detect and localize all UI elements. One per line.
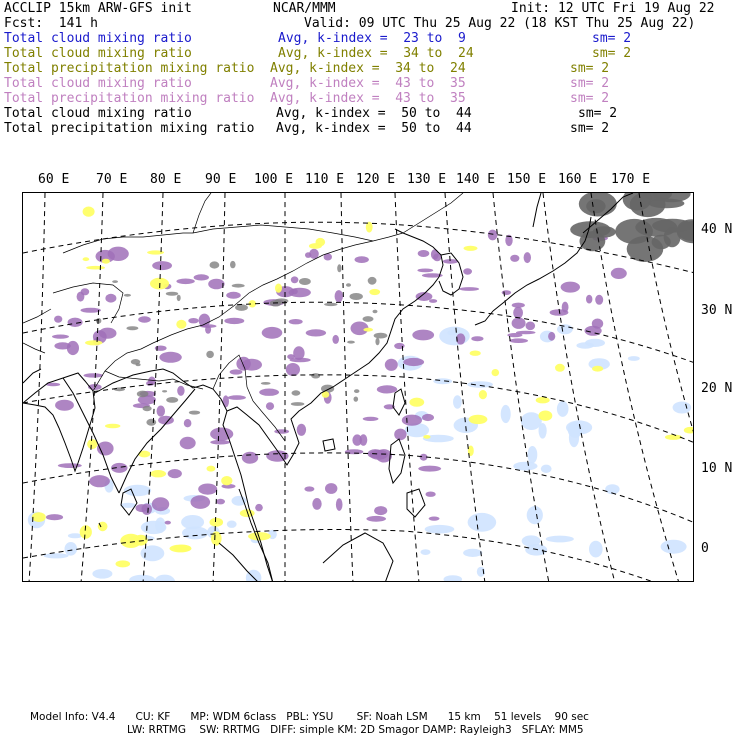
precip-purple-patch xyxy=(422,414,434,421)
cloud-dark-patch xyxy=(652,235,671,250)
precip-purple-patch xyxy=(165,521,171,525)
cloud-blue-patch xyxy=(232,496,247,506)
legend-sm-4: sm= 2 xyxy=(570,76,610,91)
precip-purple-patch xyxy=(488,230,498,241)
precip-purple-patch xyxy=(157,406,165,417)
precip-purple-patch xyxy=(105,294,116,303)
cloud-yellow-patch xyxy=(150,470,166,477)
cloud-blue-patch xyxy=(444,575,463,582)
cloud-yellow-patch xyxy=(464,246,478,251)
cloud-blue-patch xyxy=(513,462,537,471)
cloud-blue-patch xyxy=(421,549,431,555)
legend-avg-5: Avg, k-index = 43 to 35 xyxy=(270,91,466,106)
precip-purple-patch xyxy=(459,287,479,291)
precip-purple-patch xyxy=(426,492,436,497)
coastline-philippines xyxy=(389,439,425,517)
precip-purple-patch xyxy=(309,249,319,259)
precip-purple-patch xyxy=(176,279,194,285)
longitude-label: 160 E xyxy=(558,172,598,187)
cloud-yellow-patch xyxy=(469,415,488,424)
precip-purple-patch xyxy=(177,386,184,396)
cloud-gray-patch xyxy=(347,341,355,344)
cloud-yellow-patch xyxy=(275,284,282,293)
precip-purple-patch xyxy=(228,395,246,400)
legend-field-7: Total precipitation mixing ratio xyxy=(4,121,255,136)
precip-purple-patch xyxy=(524,252,531,263)
longitude-label: 140 E xyxy=(456,172,496,187)
precip-purple-patch xyxy=(355,256,369,263)
precip-purple-patch xyxy=(370,450,388,460)
cloud-gray-patch xyxy=(375,338,379,346)
cloud-yellow-patch xyxy=(369,289,380,295)
precip-purple-patch xyxy=(138,316,151,322)
precip-purple-patch xyxy=(136,504,148,512)
latitude-label: 0 xyxy=(701,541,709,556)
cloud-yellow-patch xyxy=(176,320,186,329)
cloud-gray-patch xyxy=(210,261,220,268)
coastline-borneo xyxy=(323,533,393,582)
precip-purple-patch xyxy=(417,269,433,273)
gridline-lon-140 xyxy=(493,193,549,582)
gridline-lat-10 xyxy=(23,453,694,523)
longitude-label: 90 E xyxy=(205,172,237,187)
precip-purple-patch xyxy=(374,506,387,515)
cloud-dark-patch xyxy=(570,221,610,238)
precip-purple-patch xyxy=(77,292,85,302)
cloud-gray-patch xyxy=(354,389,359,393)
cloud-blue-patch xyxy=(463,549,482,557)
precip-purple-patch xyxy=(146,381,153,386)
precip-purple-patch xyxy=(297,424,306,436)
gridline-lat-20 xyxy=(23,375,694,443)
cloud-gray-patch xyxy=(337,264,341,272)
precip-purple-patch xyxy=(191,495,211,509)
gridline-lon-150 xyxy=(543,193,615,582)
cloud-gray-patch xyxy=(350,293,363,300)
cloud-gray-patch xyxy=(166,397,178,403)
cloud-yellow-patch xyxy=(539,411,553,421)
cloud-yellow-patch xyxy=(210,518,224,527)
precip-purple-patch xyxy=(89,475,110,487)
coastline-asia xyxy=(23,373,95,471)
cloud-gray-patch xyxy=(232,284,245,288)
precip-purple-patch xyxy=(403,358,424,366)
precip-purple-patch xyxy=(54,342,70,349)
legend-sm-5: sm= 2 xyxy=(570,91,610,106)
cloud-gray-patch xyxy=(143,406,152,411)
precip-purple-patch xyxy=(429,517,440,521)
cloud-gray-patch xyxy=(346,283,351,287)
center-name: NCAR/MMM xyxy=(273,1,336,16)
precip-purple-patch xyxy=(509,338,528,343)
cloud-blue-patch xyxy=(44,553,69,558)
coastline-taiwan xyxy=(393,389,405,415)
cloud-blue-patch xyxy=(439,327,470,346)
precip-purple-patch xyxy=(456,333,465,344)
legend-field-6: Total cloud mixing ratio xyxy=(4,106,192,121)
precip-purple-patch xyxy=(291,276,299,283)
precip-purple-patch xyxy=(360,434,368,446)
cloud-blue-patch xyxy=(546,536,574,543)
border-central-asia xyxy=(53,283,123,323)
legend-sm-1: sm= 2 xyxy=(592,31,632,46)
precip-purple-patch xyxy=(168,469,182,478)
cloud-gray-patch xyxy=(137,391,149,398)
cloud-yellow-patch xyxy=(492,369,500,376)
precip-purple-patch xyxy=(402,415,422,426)
cloud-yellow-patch xyxy=(173,545,191,552)
cloud-blue-patch xyxy=(557,324,573,334)
precip-purple-patch xyxy=(55,400,74,411)
precip-purple-patch xyxy=(306,329,326,336)
cloud-dark-patch xyxy=(648,199,684,209)
legend-avg-7: Avg, k-index = 50 to 44 xyxy=(276,121,472,136)
cloud-blue-patch xyxy=(453,395,462,408)
cloud-gray-patch xyxy=(299,278,311,285)
legend-avg-6: Avg, k-index = 50 to 44 xyxy=(276,106,472,121)
longitude-label: 130 E xyxy=(407,172,447,187)
cloud-gray-patch xyxy=(126,326,138,330)
gridline-lon-110 xyxy=(341,193,353,582)
cloud-blue-patch xyxy=(92,569,112,579)
valid-time: Valid: 09 UTC Thu 25 Aug 22 (18 KST Thu 25 Aug 22) xyxy=(304,16,696,31)
cloud-blue-patch xyxy=(65,542,78,556)
precip-purple-patch xyxy=(418,466,441,472)
precip-purple-patch xyxy=(586,295,592,304)
precip-purple-patch xyxy=(325,483,337,494)
cloud-blue-patch xyxy=(468,513,497,532)
cloud-blue-patch xyxy=(661,540,687,554)
cloud-blue-patch xyxy=(527,506,543,524)
precip-purple-patch xyxy=(262,327,283,339)
cloud-gray-patch xyxy=(235,304,248,311)
cloud-gray-patch xyxy=(368,277,377,285)
precip-purple-patch xyxy=(198,484,217,495)
precip-purple-patch xyxy=(159,352,181,363)
precip-purple-patch xyxy=(184,419,192,427)
precip-purple-patch xyxy=(242,452,258,464)
cloud-gray-patch xyxy=(230,261,236,268)
model-title: ACCLIP 15km ARW-GFS init xyxy=(4,1,192,16)
precip-purple-patch xyxy=(385,359,398,371)
cloud-blue-patch xyxy=(673,402,692,414)
map-canvas xyxy=(23,193,694,582)
latitude-label: 10 N xyxy=(701,461,733,476)
precip-purple-patch xyxy=(418,250,430,257)
legend-field-4: Total cloud mixing ratio xyxy=(4,76,192,91)
precip-purple-patch xyxy=(512,318,526,329)
cloud-yellow-patch xyxy=(207,466,216,472)
precip-purple-patch xyxy=(152,497,169,511)
model-info-line2: LW: RRTMG SW: RRTMG DIFF: simple KM: 2D Smagor DAMP: Rayleigh3 SFLAY: MM5 xyxy=(127,724,584,736)
border-kazakh xyxy=(63,233,193,253)
precip-purple-patch xyxy=(512,303,525,308)
legend-field-3: Total precipitation mixing ratio xyxy=(4,61,255,76)
model-info-line1: Model Info: V4.4 CU: KF MP: WDM 6class PBL: YSU SF: Noah LSM 15 km 51 levels 90 sec xyxy=(30,711,589,723)
legend-avg-4: Avg, k-index = 43 to 35 xyxy=(270,76,466,91)
precip-purple-patch xyxy=(266,402,274,410)
longitude-label: 110 E xyxy=(305,172,345,187)
precip-purple-patch xyxy=(210,428,233,441)
cloud-gray-patch xyxy=(354,397,359,402)
cloud-blue-patch xyxy=(181,515,204,529)
cloud-yellow-patch xyxy=(102,259,110,264)
precip-purple-patch xyxy=(99,328,117,339)
cloud-blue-patch xyxy=(528,446,538,463)
cloud-yellow-patch xyxy=(83,207,95,217)
cloud-yellow-patch xyxy=(86,266,105,270)
latitude-label: 20 N xyxy=(701,381,733,396)
cloud-blue-patch xyxy=(154,575,175,582)
coastline-hainan xyxy=(323,439,335,451)
cloud-blue-patch xyxy=(141,521,167,534)
cloud-blue-patch xyxy=(589,541,603,558)
cloud-gray-patch xyxy=(112,280,118,283)
cloud-blue-patch xyxy=(129,575,155,582)
precip-purple-patch xyxy=(471,336,483,341)
cloud-yellow-patch xyxy=(363,328,373,332)
cloud-blue-patch xyxy=(557,401,569,417)
cloud-yellow-patch xyxy=(309,243,322,249)
cloud-gray-patch xyxy=(373,310,378,313)
map-panel xyxy=(22,192,694,582)
precip-purple-patch xyxy=(259,389,279,396)
cloud-gray-patch xyxy=(124,294,131,297)
precip-purple-patch xyxy=(336,498,343,511)
precip-purple-patch xyxy=(377,385,397,393)
precip-purple-patch xyxy=(611,268,627,279)
cloud-gray-patch xyxy=(162,390,167,392)
precip-purple-patch xyxy=(54,316,62,323)
precip-purple-patch xyxy=(394,343,404,349)
cloud-dark-patch xyxy=(586,199,605,213)
precip-purple-patch xyxy=(226,292,241,299)
cloud-blue-patch xyxy=(425,525,455,534)
precip-purple-patch xyxy=(561,282,580,293)
cloud-gray-patch xyxy=(146,419,156,426)
coastline-arabian-sea-coast xyxy=(23,369,41,383)
precip-purple-patch xyxy=(180,437,196,449)
cloud-gray-patch xyxy=(177,295,181,301)
precip-purple-patch xyxy=(194,274,209,280)
cloud-gray-patch xyxy=(363,316,374,322)
precip-purple-patch xyxy=(152,261,172,270)
cloud-yellow-patch xyxy=(479,390,487,399)
precip-purple-patch xyxy=(291,289,297,295)
precip-purple-patch xyxy=(463,268,472,274)
cloud-gray-patch xyxy=(166,292,178,296)
cloud-yellow-patch xyxy=(592,366,603,372)
precip-purple-patch xyxy=(274,429,289,434)
precip-purple-patch xyxy=(595,295,603,305)
cloud-gray-patch xyxy=(324,303,337,306)
precip-purple-patch xyxy=(208,279,224,290)
precip-purple-patch xyxy=(312,498,321,510)
legend-field-5: Total precipitation mixing ratio xyxy=(4,91,255,106)
cloud-dark-patch xyxy=(635,218,677,237)
cloud-blue-patch xyxy=(541,465,552,473)
cloud-gray-patch xyxy=(206,351,214,358)
precip-purple-patch xyxy=(335,290,343,302)
cloud-yellow-patch xyxy=(221,476,232,485)
cloud-yellow-patch xyxy=(409,398,424,407)
cloud-blue-patch xyxy=(68,533,82,538)
coastline-sakhalin xyxy=(533,193,541,227)
border-russia-china xyxy=(403,193,463,233)
precip-purple-patch xyxy=(216,499,225,505)
cloud-yellow-patch xyxy=(536,397,550,403)
cloud-blue-patch xyxy=(141,545,165,561)
cloud-blue-patch xyxy=(569,428,579,447)
precip-purple-patch xyxy=(548,332,555,341)
precip-purple-patch xyxy=(366,516,386,522)
precip-purple-patch xyxy=(363,417,379,421)
longitude-label: 100 E xyxy=(254,172,294,187)
precip-purple-patch xyxy=(236,357,250,371)
precip-purple-patch xyxy=(526,322,536,331)
cloud-yellow-patch xyxy=(116,560,131,567)
cloud-gray-patch xyxy=(292,390,301,395)
cloud-gray-patch xyxy=(96,318,101,324)
border-mid-east xyxy=(23,309,51,353)
precip-purple-patch xyxy=(52,335,69,339)
precip-purple-patch xyxy=(97,442,114,456)
cloud-yellow-patch xyxy=(665,435,682,440)
cloud-yellow-patch xyxy=(32,512,46,522)
cloud-yellow-patch xyxy=(555,364,565,372)
precip-purple-patch xyxy=(188,318,198,323)
legend-field-2: Total cloud mixing ratio xyxy=(4,46,192,61)
legend-field-1: Total cloud mixing ratio xyxy=(4,31,192,46)
legend-sm-7: sm= 2 xyxy=(570,121,610,136)
gridline-lon-120 xyxy=(395,193,419,582)
longitude-label: 80 E xyxy=(150,172,182,187)
legend-avg-3: Avg, k-index = 34 to 24 xyxy=(270,61,466,76)
longitude-label: 70 E xyxy=(96,172,128,187)
precip-purple-patch xyxy=(81,308,101,313)
latitude-label: 40 N xyxy=(701,222,733,237)
cloud-gray-patch xyxy=(374,333,388,339)
precip-purple-patch xyxy=(394,429,406,441)
legend-avg-1: Avg, k-index = 23 to 9 xyxy=(278,31,466,46)
cloud-blue-patch xyxy=(628,356,640,361)
precip-purple-patch xyxy=(502,290,511,295)
border-mongolia xyxy=(193,193,373,241)
precip-purple-patch xyxy=(429,299,437,303)
precip-purple-patch xyxy=(255,504,263,511)
latitude-label: 30 N xyxy=(701,303,733,318)
precip-purple-patch xyxy=(210,440,230,445)
precip-purple-patch xyxy=(84,373,104,377)
legend-sm-3: sm= 2 xyxy=(570,61,610,76)
cloud-yellow-patch xyxy=(423,435,430,439)
longitude-label: 170 E xyxy=(611,172,651,187)
cloud-gray-patch xyxy=(136,363,141,366)
precip-purple-patch xyxy=(46,514,63,520)
precip-purple-patch xyxy=(224,318,244,324)
cloud-yellow-patch xyxy=(470,351,481,356)
legend-sm-6: sm= 2 xyxy=(578,106,618,121)
cloud-yellow-patch xyxy=(85,340,102,345)
precip-purple-patch xyxy=(513,307,523,319)
precip-purple-patch xyxy=(230,369,243,374)
precip-purple-patch xyxy=(290,358,311,363)
cloud-blue-patch xyxy=(501,405,511,423)
cloud-gray-patch xyxy=(311,373,320,378)
cloud-blue-patch xyxy=(433,378,452,384)
precip-purple-patch xyxy=(332,335,339,344)
cloud-blue-patch xyxy=(227,521,237,528)
precip-purple-patch xyxy=(289,319,303,324)
precip-purple-patch xyxy=(286,363,300,376)
cloud-yellow-patch xyxy=(105,424,120,429)
longitude-label: 150 E xyxy=(507,172,547,187)
longitude-label: 60 E xyxy=(38,172,70,187)
cloud-blue-patch xyxy=(576,342,594,348)
cloud-yellow-patch xyxy=(83,257,90,261)
longitude-label: 120 E xyxy=(356,172,396,187)
cloud-gray-patch xyxy=(189,411,200,415)
legend-avg-2: Avg, k-index = 34 to 24 xyxy=(278,46,474,61)
legend-sm-2: sm= 2 xyxy=(592,46,632,61)
precip-purple-patch xyxy=(304,486,314,491)
precip-purple-patch xyxy=(412,330,434,341)
forecast-hour: Fcst: 141 h xyxy=(4,16,98,31)
init-time: Init: 12 UTC Fri 19 Aug 22 xyxy=(511,1,715,16)
cloud-gray-patch xyxy=(291,402,305,406)
precip-purple-patch xyxy=(510,255,519,262)
cloud-gray-patch xyxy=(261,382,271,385)
